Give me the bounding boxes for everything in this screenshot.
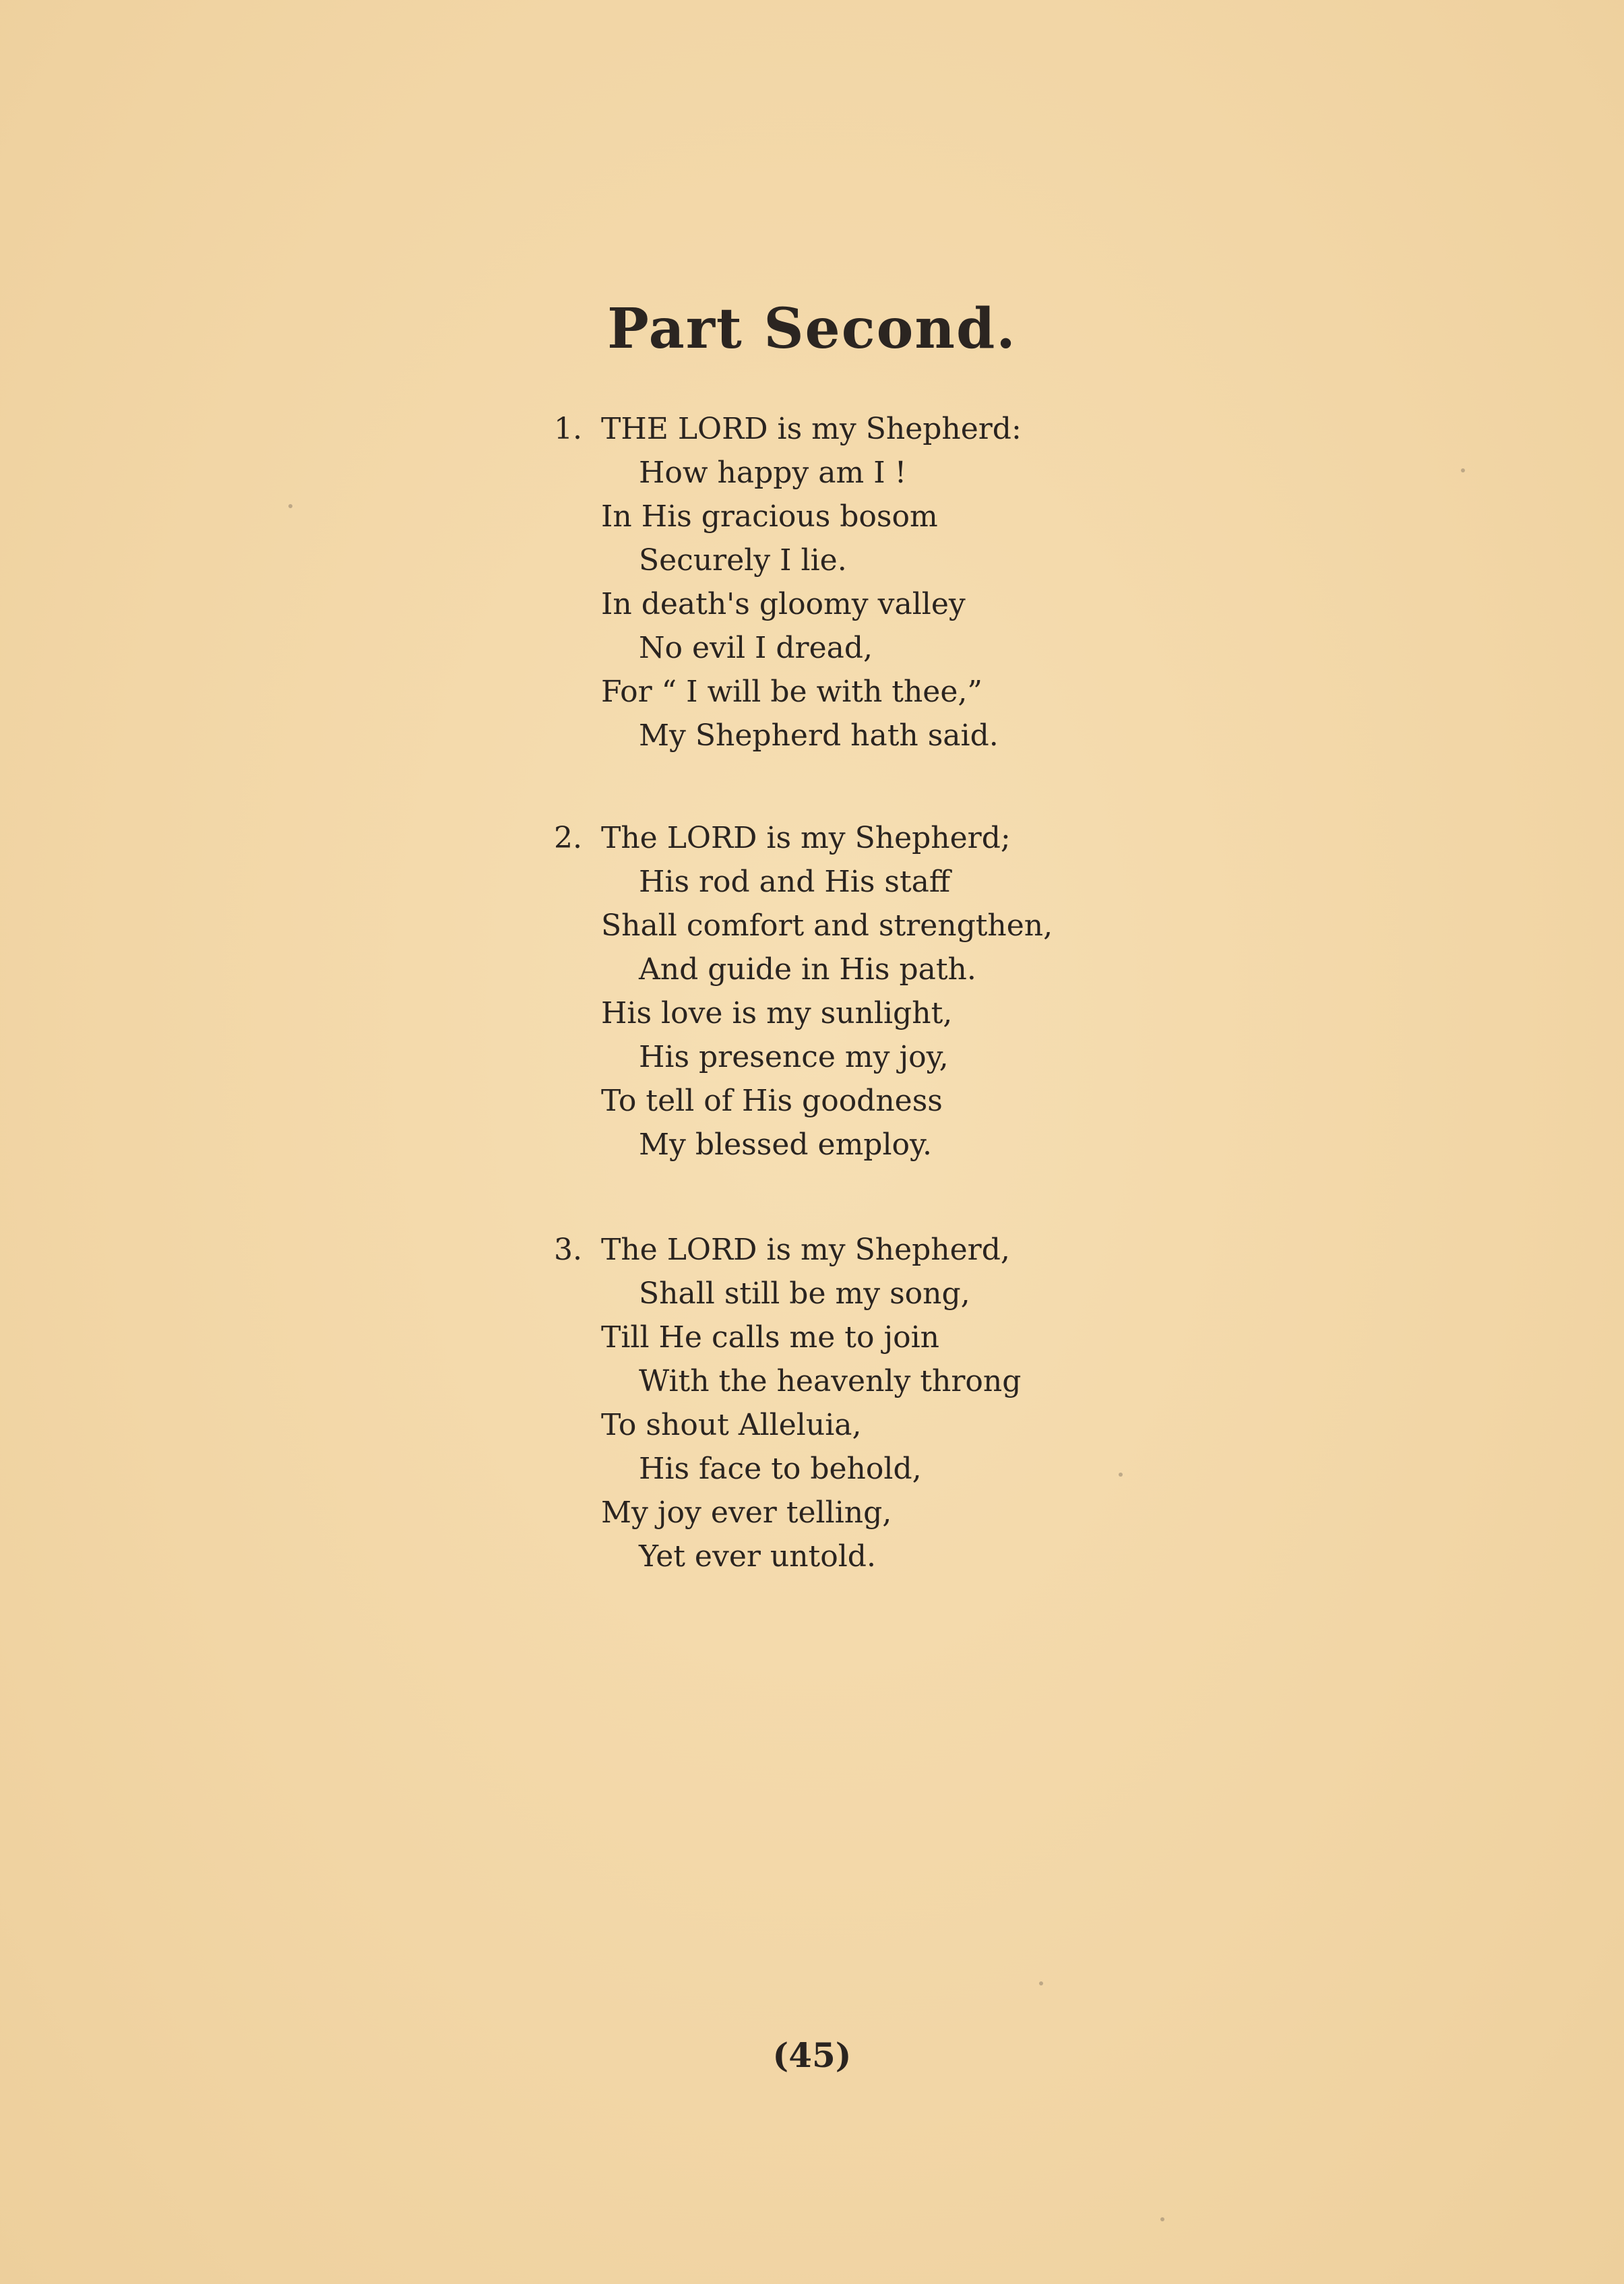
verse-line: My Shepherd hath said.	[639, 718, 999, 753]
verse-line: With the heavenly throng	[639, 1364, 1022, 1398]
paper-speck	[1039, 1981, 1043, 1985]
verse-line: His rod and His staff	[639, 865, 951, 899]
verse-line: His presence my joy,	[639, 1040, 949, 1074]
stanza-1	[554, 407, 1430, 758]
paper-speck	[288, 504, 292, 508]
verse-line: THE LORD is my Shepherd:	[601, 412, 1022, 446]
paper-speck	[1119, 1473, 1123, 1477]
paper-speck	[1160, 2217, 1164, 2221]
page-number: (45)	[772, 2035, 852, 2075]
verse-line: Till He calls me to join	[601, 1320, 939, 1355]
verse-line: To tell of His goodness	[601, 1084, 943, 1118]
verse-line: How happy am I !	[639, 456, 907, 490]
verse-line: For “ I will be with thee,”	[601, 675, 982, 709]
verse-line: And guide in His path.	[639, 952, 976, 987]
stanza-2-line-1	[554, 816, 1430, 860]
stanza-2	[554, 816, 1430, 1167]
verse-line: His love is my sunlight,	[601, 996, 953, 1030]
verse-line: In death's gloomy valley	[601, 587, 966, 621]
stanza-number: 2.	[554, 821, 582, 855]
verse-line: My joy ever telling,	[601, 1495, 892, 1530]
verse-line: Shall comfort and strengthen,	[601, 908, 1053, 943]
verse-line: The LORD is my Shepherd,	[601, 1233, 1010, 1267]
stanza-1-line-1	[554, 407, 1430, 451]
stanza-3-line-1	[554, 1228, 1430, 1272]
verse-line: No evil I dread,	[639, 631, 873, 665]
verse-line: To shout Alleluia,	[601, 1408, 862, 1442]
stanza-number: 3.	[554, 1233, 582, 1267]
stanza-number: 1.	[554, 412, 582, 446]
verse-line: My blessed employ.	[639, 1128, 933, 1162]
verse-line: His face to behold,	[639, 1452, 922, 1486]
paper-speck	[1461, 468, 1465, 472]
verse-line: In His gracious bosom	[601, 499, 938, 534]
verse-line: The LORD is my Shepherd;	[601, 821, 1011, 855]
verse-line: Yet ever untold.	[639, 1539, 876, 1574]
verse-line: Shall still be my song,	[639, 1276, 970, 1311]
stanza-3	[554, 1228, 1430, 1578]
verse-line: Securely I lie.	[639, 543, 847, 578]
section-heading: Part Second.	[607, 297, 1017, 361]
